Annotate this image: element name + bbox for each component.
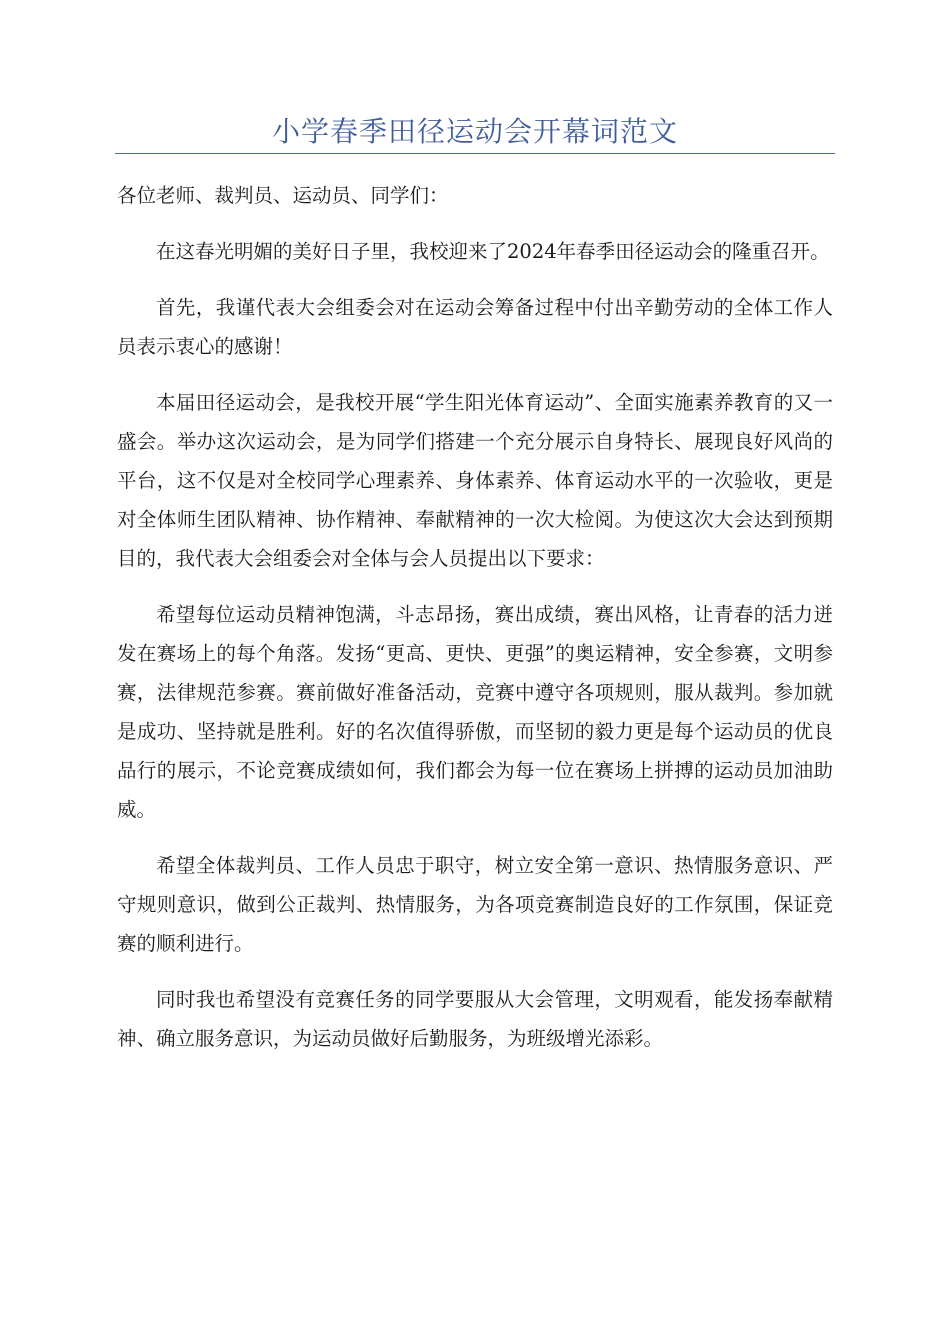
paragraph: 本届田径运动会，是我校开展“学生阳光体育运动”、全面实施素养教育的又一盛会。举办这次运动会，是为同学们搭建一个充分展示自身特长、展现良好风尚的平台，这不仅是对全校同学心理素养、身体素养、体育运动水平的一次验收，更是对全体师生团队精神、协作精神、奉献精神的一次大检阅。为使这次大会达到预期目的，我代表大会组委会对全体与会人员提出以下要求： [117, 391, 833, 570]
paragraph: 同时我也希望没有竞赛任务的同学要服从大会管理，文明观看，能发扬奉献精神、确立服务意识，为运动员做好后勤服务，为班级增光添彩。 [117, 988, 833, 1050]
paragraph: 希望每位运动员精神饱满，斗志昂扬，赛出成绩，赛出风格，让青春的活力迸发在赛场上的每个角落。发扬“更高、更快、更强”的奥运精神，安全参赛，文明参赛，法律规范参赛。赛前做好准备活动，竞赛中遵守各项规则，服从裁判。参加就是成功、坚持就是胜利。好的名次值得骄傲，而坚韧的毅力更是每个运动员的优良品行的展示，不论竞赛成绩如何，我们都会为每一位在赛场上拼搏的运动员加油助威。 [117, 603, 833, 821]
document-body [117, 176, 833, 1075]
document-title: 小学春季田径运动会开幕词范文 [271, 115, 678, 148]
salutation: 各位老师、裁判员、运动员、同学们： [117, 184, 449, 207]
paragraph: 在这春光明媚的美好日子里，我校迎来了2024年春季田径运动会的隆重召开。 [156, 240, 830, 263]
paragraph: 首先，我谨代表大会组委会对在运动会筹备过程中付出辛勤劳动的全体工作人员表示衷心的感谢！ [117, 296, 833, 358]
title-underline [115, 153, 835, 154]
paragraph: 希望全体裁判员、工作人员忠于职守，树立安全第一意识、热情服务意识、严守规则意识，做到公正裁判、热情服务，为各项竞赛制造良好的工作氛围，保证竞赛的顺利进行。 [117, 854, 833, 955]
